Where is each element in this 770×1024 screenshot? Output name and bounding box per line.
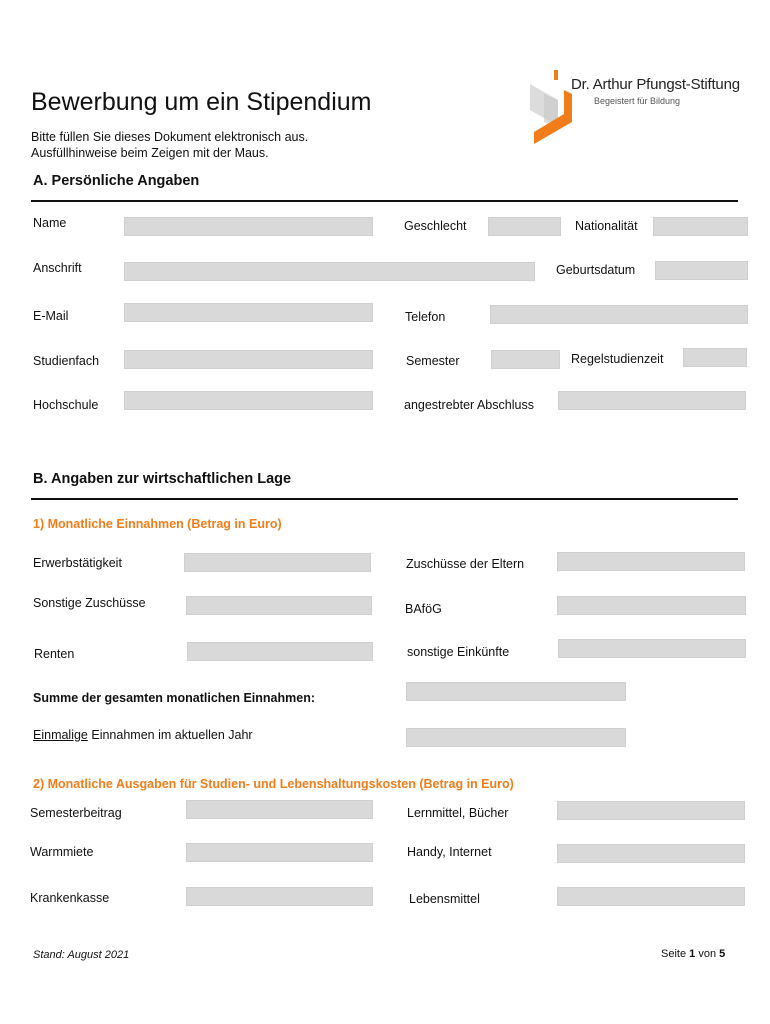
nationalitaet-input[interactable] — [653, 217, 748, 236]
income-heading: 1) Monatliche Einnahmen (Betrag in Euro) — [33, 517, 282, 531]
handy-label: Handy, Internet — [407, 845, 492, 859]
page-mid: von — [695, 948, 720, 960]
erwerb-input[interactable] — [184, 553, 371, 572]
studienfach-label: Studienfach — [33, 354, 100, 368]
sonstige-zuschuesse-label: Sonstige Zuschüsse — [33, 596, 146, 610]
erwerb-label: Erwerbstätigkeit — [33, 556, 122, 570]
subtitle-line-2: Ausfüllhinweise beim Zeigen mit der Maus. — [31, 146, 269, 160]
geburtsdatum-label: Geburtsdatum — [556, 263, 636, 277]
einmalige-underlined: Einmalige — [33, 728, 88, 742]
krankenkasse-label: Krankenkasse — [30, 891, 110, 905]
section-b-title: B. Angaben zur wirtschaftlichen Lage — [33, 471, 292, 487]
semester-input[interactable] — [491, 350, 560, 369]
warmmiete-input[interactable] — [186, 843, 373, 862]
subtitle-line-1: Bitte füllen Sie dieses Dokument elektronisch aus. — [31, 130, 309, 144]
name-input[interactable] — [124, 217, 373, 236]
page-total: 5 — [719, 948, 726, 960]
page-number — [661, 948, 725, 960]
page-title: Bewerbung um ein Stipendium — [31, 88, 372, 116]
geburtsdatum-input[interactable] — [655, 261, 748, 280]
semesterbeitrag-label: Semesterbeitrag — [30, 806, 122, 820]
page-prefix: Seite — [661, 948, 690, 960]
einmalige-rest: Einnahmen im aktuellen Jahr — [87, 728, 253, 742]
name-label: Name — [33, 216, 67, 230]
renten-label: Renten — [34, 647, 75, 661]
warmmiete-label: Warmmiete — [30, 845, 94, 859]
stand-date: Stand: August 2021 — [33, 949, 130, 961]
renten-input[interactable] — [187, 642, 373, 661]
logo-icon — [528, 70, 572, 146]
studienfach-input[interactable] — [124, 350, 373, 369]
summe-label: Summe der gesamten monatlichen Einnahmen: — [33, 691, 316, 705]
email-input[interactable] — [124, 303, 373, 322]
semesterbeitrag-input[interactable] — [186, 800, 373, 819]
sonstige-einkuenfte-input[interactable] — [558, 639, 746, 658]
eltern-input[interactable] — [557, 552, 745, 571]
einmalige-input[interactable] — [406, 728, 626, 747]
geschlecht-input[interactable] — [488, 217, 561, 236]
telefon-input[interactable] — [490, 305, 748, 324]
anschrift-input[interactable] — [124, 262, 535, 281]
hochschule-label: Hochschule — [33, 398, 99, 412]
lebensmittel-input[interactable] — [557, 887, 745, 906]
krankenkasse-input[interactable] — [186, 887, 373, 906]
bafoeg-input[interactable] — [557, 596, 746, 615]
lernmittel-input[interactable] — [557, 801, 745, 820]
section-b-divider — [31, 498, 738, 500]
regelstudienzeit-label: Regelstudienzeit — [571, 352, 664, 366]
abschluss-label: angestrebter Abschluss — [404, 398, 534, 412]
page-current: 1 — [689, 948, 696, 960]
semester-label: Semester — [406, 354, 460, 368]
telefon-label: Telefon — [405, 310, 446, 324]
section-a-title: A. Persönliche Angaben — [33, 173, 200, 189]
lernmittel-label: Lernmittel, Bücher — [407, 806, 509, 820]
regelstudienzeit-input[interactable] — [683, 348, 747, 367]
section-a-divider — [31, 200, 738, 202]
summe-input[interactable] — [406, 682, 626, 701]
email-label: E-Mail — [33, 309, 69, 323]
abschluss-input[interactable] — [558, 391, 746, 410]
hochschule-input[interactable] — [124, 391, 373, 410]
lebensmittel-label: Lebensmittel — [409, 892, 480, 906]
sonstige-einkuenfte-label: sonstige Einkünfte — [407, 645, 510, 659]
expenses-heading: 2) Monatliche Ausgaben für Studien- und Lebenshaltungskosten (Betrag in Euro) — [33, 777, 514, 791]
sonstige-zuschuesse-input[interactable] — [186, 596, 372, 615]
eltern-label: Zuschüsse der Eltern — [406, 557, 525, 571]
logo-name: Dr. Arthur Pfungst-Stiftung — [571, 76, 740, 93]
anschrift-label: Anschrift — [33, 261, 82, 275]
bafoeg-label: BAföG — [405, 602, 442, 616]
einmalige-label — [33, 727, 253, 743]
handy-input[interactable] — [557, 844, 745, 863]
nationalitaet-label: Nationalität — [575, 219, 638, 233]
geschlecht-label: Geschlecht — [404, 219, 467, 233]
logo-tagline: Begeistert für Bildung — [594, 96, 681, 106]
